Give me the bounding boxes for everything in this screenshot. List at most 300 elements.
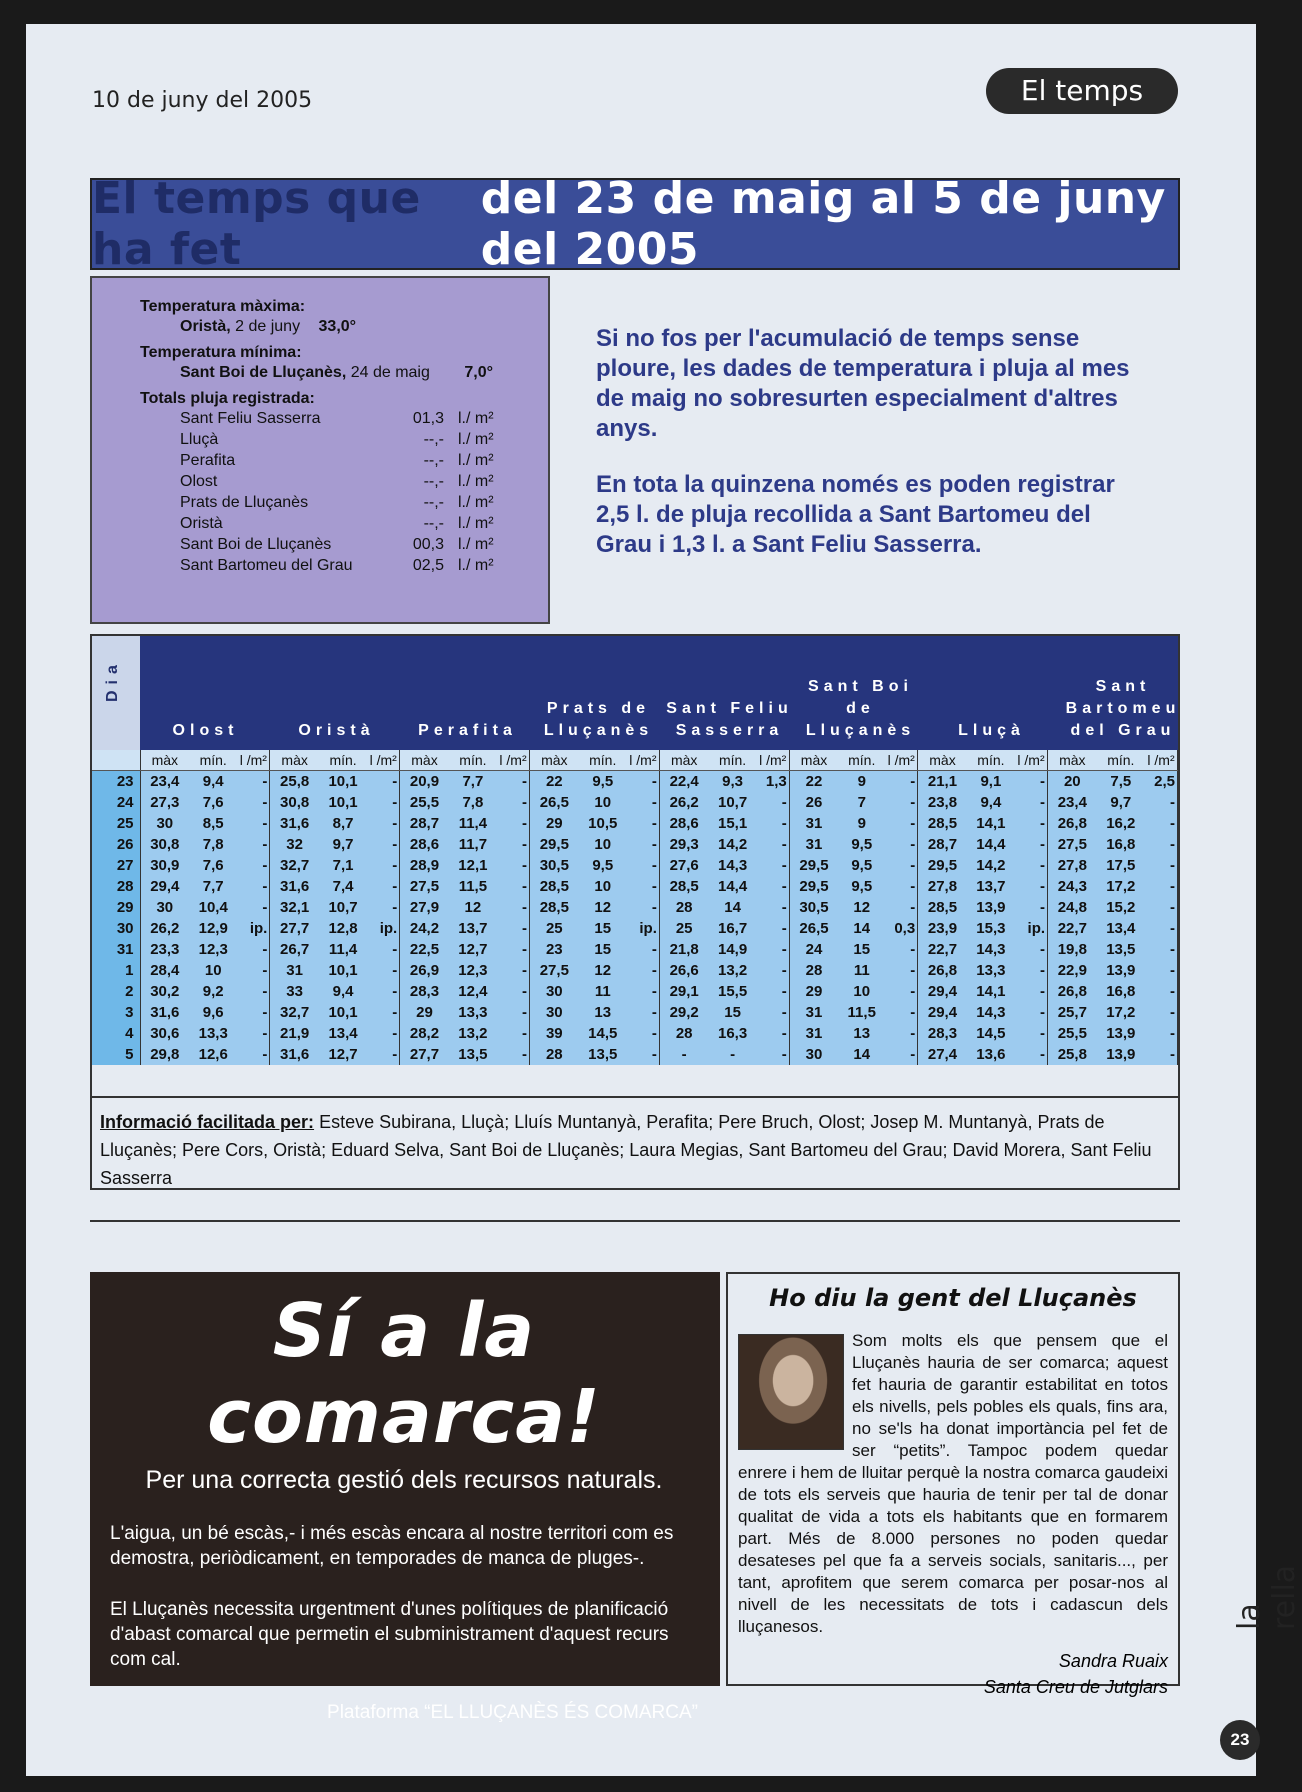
max-temp-cell: 29,5 [530, 834, 579, 855]
max-temp-cell: 31 [789, 834, 838, 855]
rain-cell: - [1015, 834, 1048, 855]
rain-cell: - [1145, 855, 1178, 876]
min-temp-cell: 14,3 [708, 855, 756, 876]
author-town: Santa Creu de Jutglars [983, 1677, 1168, 1697]
max-temp-cell: 26,9 [400, 960, 449, 981]
opinion-signature [738, 1648, 1168, 1700]
max-temp-cell: 28 [659, 897, 708, 918]
min-temp-cell: 14,1 [967, 813, 1015, 834]
author-photo [738, 1334, 844, 1450]
rain-unit: l./ m² [458, 452, 494, 469]
max-temp-cell: 29 [789, 981, 838, 1002]
column-subheader: màx [400, 750, 449, 771]
min-temp-cell: 13,5 [449, 1044, 497, 1065]
min-temp-cell: 8,5 [189, 813, 237, 834]
min-temp-cell: 9,7 [1097, 792, 1145, 813]
max-temp-cell: 29 [530, 813, 579, 834]
max-temp-cell: 28 [659, 1023, 708, 1044]
min-temp-cell: 13 [579, 1002, 627, 1023]
min-temp-cell: 13,4 [1097, 918, 1145, 939]
rain-cell: - [1145, 1044, 1178, 1065]
min-temp-cell: 8,7 [319, 813, 367, 834]
min-temp-cell: 15,1 [708, 813, 756, 834]
max-temp-cell: 26,8 [1048, 981, 1097, 1002]
rain-cell: - [757, 960, 790, 981]
min-temp-cell: 13,5 [1097, 939, 1145, 960]
rain-cell: - [885, 1002, 918, 1023]
rain-place: Olost [180, 473, 218, 490]
max-temp-cell: 25,8 [1048, 1044, 1097, 1065]
rain-cell: - [497, 1002, 530, 1023]
station-name-line: Sant Feliu [666, 700, 793, 717]
min-temp-cell: 14,2 [967, 855, 1015, 876]
column-subheader: mín. [449, 750, 497, 771]
max-temp-cell: 27,9 [400, 897, 449, 918]
min-temp-cell: 14,4 [708, 876, 756, 897]
rain-row [180, 513, 528, 534]
max-temp-cell: 28,3 [400, 981, 449, 1002]
rain-cell: - [627, 876, 660, 897]
newspaper-page [26, 24, 1302, 1776]
ad-paragraph-1: L'aigua, un bé escàs,- i més escàs encara al nostre territori com es demostra, periòdicament, en temporades de manca de pluges-. [110, 1523, 674, 1569]
max-temp-cell: 22,7 [918, 939, 967, 960]
max-temp-cell: 26,8 [918, 960, 967, 981]
credits-text: Esteve Subirana, Lluçà; Lluís Muntanyà, Perafita; Pere Bruch, Olost; Josep M. Muntanyà, Prats de Lluçanès; Pere Cors, Oristà; Eduard Selva, Sant Boi de Lluçanès; Laura Megias, Sant Bartomeu del Grau; David Morera, Sant Feliu Sasserra [100, 1112, 1152, 1188]
column-subheader: màx [530, 750, 579, 771]
column-subheader: l /m² [497, 750, 530, 771]
min-temp-cell: 11,5 [449, 876, 497, 897]
table-row [92, 1002, 1178, 1023]
rain-cell: - [885, 792, 918, 813]
max-temp-cell: 28,3 [918, 1023, 967, 1044]
rain-cell: - [497, 918, 530, 939]
min-temp-cell: 14,9 [708, 939, 756, 960]
max-temp-cell: 30 [530, 1002, 579, 1023]
min-temp-cell: 14,5 [967, 1023, 1015, 1044]
rain-cell: - [237, 1023, 270, 1044]
max-temp-cell: 25,5 [1048, 1023, 1097, 1044]
section-badge: El temps [986, 68, 1178, 114]
table-row [92, 792, 1178, 813]
station-name-line: Bartomeu [1065, 700, 1181, 717]
max-temp-cell: 25,7 [1048, 1002, 1097, 1023]
rain-cell: - [497, 960, 530, 981]
rain-cell: - [367, 1044, 400, 1065]
rain-cell: - [757, 1002, 790, 1023]
rain-cell: - [1015, 771, 1048, 793]
min-temp-cell: 11,7 [449, 834, 497, 855]
rain-cell: - [627, 792, 660, 813]
rain-value: 01,3 [412, 410, 444, 427]
rain-cell: - [367, 960, 400, 981]
min-temp-cell: 9,5 [579, 855, 627, 876]
max-temp-cell: 29,2 [659, 1002, 708, 1023]
min-temp-cell: 11 [838, 960, 885, 981]
rain-cell: 2,5 [1145, 771, 1178, 793]
max-temp-cell: 31,6 [270, 1044, 319, 1065]
min-temp-cell: 9,4 [967, 792, 1015, 813]
station-name-line: Lluçanès [543, 722, 654, 739]
day-cell: 28 [92, 876, 140, 897]
min-temp-cell: 13,4 [319, 1023, 367, 1044]
rain-place: Perafita [180, 452, 236, 469]
station-name-line: Oristà [298, 722, 375, 739]
column-subheader: màx [140, 750, 189, 771]
column-subheader: mín. [189, 750, 237, 771]
rain-cell: - [237, 813, 270, 834]
rain-value: --,- [423, 431, 444, 448]
rain-cell: - [497, 897, 530, 918]
rain-row [180, 492, 528, 513]
column-subheader: mín. [967, 750, 1015, 771]
rain-cell: - [757, 939, 790, 960]
min-temp-cell: 10 [838, 981, 885, 1002]
banner-title-part2: del 23 de maig al 5 de juny del 2005 [480, 173, 1166, 275]
column-subheader: mín. [579, 750, 627, 771]
rain-cell: - [627, 1044, 660, 1065]
min-temp-cell: 15 [838, 939, 885, 960]
min-temp-cell: 11,4 [319, 939, 367, 960]
min-temp-cell: 7,4 [319, 876, 367, 897]
max-temp-cell: 39 [530, 1023, 579, 1044]
max-temp-cell: 20,9 [400, 771, 449, 793]
min-temp-cell: 10 [579, 792, 627, 813]
max-temp-cell: 27,4 [918, 1044, 967, 1065]
rain-cell: - [237, 771, 270, 793]
rain-cell: - [885, 897, 918, 918]
max-temp-cell: 33 [270, 981, 319, 1002]
station-name-line: Perafita [418, 722, 517, 739]
column-subheader: l /m² [1015, 750, 1048, 771]
rain-cell: - [367, 771, 400, 793]
credits [90, 1098, 1180, 1190]
column-subheader: l /m² [757, 750, 790, 771]
max-temp-cell: 29,5 [918, 855, 967, 876]
station-header [140, 720, 271, 742]
max-temp-cell: 28,6 [400, 834, 449, 855]
rain-value: 00,3 [412, 536, 444, 553]
rain-cell: - [627, 813, 660, 834]
min-temp-cell: - [708, 1044, 756, 1065]
rain-cell: ip. [367, 918, 400, 939]
rain-cell: - [497, 792, 530, 813]
min-temp-cell: 9,5 [579, 771, 627, 793]
max-temp-cell: 28,7 [918, 834, 967, 855]
rain-cell: - [627, 981, 660, 1002]
max-temp-cell: 30,6 [140, 1023, 189, 1044]
rain-cell: - [1145, 897, 1178, 918]
rain-value: --,- [423, 494, 444, 511]
station-name-line: Sant Boi de [808, 678, 913, 717]
rain-cell: - [757, 897, 790, 918]
rain-cell: - [1015, 876, 1048, 897]
rain-place: Sant Boi de Lluçanès [180, 536, 332, 553]
max-temp-cell: 26,8 [1048, 813, 1097, 834]
ad-subtitle: Per una correcta gestió dels recursos naturals. [145, 1466, 663, 1494]
weather-banner [90, 173, 1180, 275]
ad-title: Sí a la comarca! [207, 1288, 601, 1460]
rain-cell: - [885, 834, 918, 855]
max-temp-cell: 30 [789, 1044, 838, 1065]
min-temp-cell: 7,5 [1097, 771, 1145, 793]
rain-cell: 1,3 [757, 771, 790, 793]
author-name: Sandra Ruaix [1058, 1651, 1168, 1671]
station-header [664, 698, 795, 742]
ad-paragraph-2: El Lluçanès necessita urgentment d'unes polítiques de planificació d'abast comarcal que permetin el subministrament d'aquest recurs com cal. [110, 1599, 669, 1670]
rain-cell: - [757, 792, 790, 813]
rain-cell: - [367, 1023, 400, 1044]
max-temp-cell: 31,6 [140, 1002, 189, 1023]
min-temp-label: Temperatura mínima: [140, 344, 302, 361]
max-temp-cell: 25 [659, 918, 708, 939]
min-temp-cell: 15,2 [1097, 897, 1145, 918]
rain-cell: - [367, 1002, 400, 1023]
rain-cell: - [1015, 981, 1048, 1002]
rain-cell: - [885, 939, 918, 960]
min-temp-cell: 16,2 [1097, 813, 1145, 834]
min-temp-cell: 13,3 [449, 1002, 497, 1023]
max-temp-cell: 30,5 [789, 897, 838, 918]
max-temp-cell: 19,8 [1048, 939, 1097, 960]
rain-cell: - [367, 855, 400, 876]
min-temp-cell: 13,9 [1097, 1023, 1145, 1044]
rain-place: Sant Feliu Sasserra [180, 410, 321, 427]
station-name-line: Lluçà [958, 722, 1025, 739]
min-temp-cell: 10,4 [189, 897, 237, 918]
max-temp-cell: - [659, 1044, 708, 1065]
rain-cell: - [497, 939, 530, 960]
max-temp-cell: 23,9 [918, 918, 967, 939]
max-temp-cell: 27,8 [1048, 855, 1097, 876]
column-subheader: mín. [1097, 750, 1145, 771]
rain-totals-list [140, 408, 528, 576]
max-temp-cell: 22,5 [400, 939, 449, 960]
banner-title-part1: El temps que ha fet [92, 173, 421, 275]
rain-cell: - [237, 981, 270, 1002]
min-temp-cell: 15 [708, 1002, 756, 1023]
day-cell: 26 [92, 834, 140, 855]
min-temp-cell: 9 [838, 813, 885, 834]
min-temp-cell: 13,2 [449, 1023, 497, 1044]
min-temp-cell: 10 [579, 834, 627, 855]
rain-cell: - [627, 1023, 660, 1044]
rain-cell: - [1015, 939, 1048, 960]
rain-cell: - [885, 876, 918, 897]
table-row [92, 981, 1178, 1002]
rain-cell: - [1145, 918, 1178, 939]
min-temp-cell: 13,2 [708, 960, 756, 981]
min-temp-cell: 13,9 [967, 897, 1015, 918]
rain-cell: - [885, 1023, 918, 1044]
max-temp-cell: 28,5 [530, 876, 579, 897]
max-temp-cell: 29,1 [659, 981, 708, 1002]
rain-cell: - [757, 834, 790, 855]
max-temp-cell: 31 [789, 813, 838, 834]
column-subheader: mín. [708, 750, 756, 771]
max-temp-cell: 23,3 [140, 939, 189, 960]
max-temp-cell: 26,5 [530, 792, 579, 813]
min-temp-cell: 7,6 [189, 792, 237, 813]
rain-unit: l./ m² [458, 431, 494, 448]
rain-cell: - [627, 939, 660, 960]
station-header-row [140, 636, 1181, 750]
rain-value: --,- [423, 452, 444, 469]
min-temp-cell: 14 [708, 897, 756, 918]
min-temp-cell: 10 [579, 876, 627, 897]
comarca-ad [90, 1272, 720, 1723]
max-temp-cell: 21,8 [659, 939, 708, 960]
min-temp-cell: 12,4 [449, 981, 497, 1002]
max-temp-cell: 30,5 [530, 855, 579, 876]
min-temp-cell: 9,5 [838, 855, 885, 876]
min-temp-cell: 9,5 [838, 876, 885, 897]
column-subheader: l /m² [237, 750, 270, 771]
day-cell: 4 [92, 1023, 140, 1044]
rain-cell: - [1015, 960, 1048, 981]
credits-label: Informació facilitada per: [100, 1112, 315, 1132]
rain-cell: - [885, 771, 918, 793]
min-temp-cell: 15 [579, 918, 627, 939]
min-temp-cell: 13,9 [1097, 960, 1145, 981]
min-temp-cell: 10,1 [319, 1002, 367, 1023]
max-temp-cell: 22,7 [1048, 918, 1097, 939]
max-temp-cell: 24,3 [1048, 876, 1097, 897]
min-temp-cell: 14,3 [967, 939, 1015, 960]
rain-unit: l./ m² [458, 473, 494, 490]
min-temp-cell: 13,3 [189, 1023, 237, 1044]
rain-cell: - [757, 855, 790, 876]
rain-cell: - [367, 834, 400, 855]
min-temp-cell: 9,6 [189, 1002, 237, 1023]
min-temp-cell: 16,7 [708, 918, 756, 939]
rain-cell: - [885, 1044, 918, 1065]
min-temp-cell: 12 [579, 897, 627, 918]
opinion-body-wrap [738, 1330, 1168, 1638]
min-temp-cell: 10,1 [319, 771, 367, 793]
day-cell: 1 [92, 960, 140, 981]
rain-unit: l./ m² [458, 515, 494, 532]
rain-cell: - [1145, 960, 1178, 981]
max-temp-cell: 29,4 [140, 876, 189, 897]
table-row [92, 813, 1178, 834]
rain-cell: - [237, 792, 270, 813]
rain-cell: - [497, 813, 530, 834]
rain-cell: - [757, 1023, 790, 1044]
rain-cell: - [497, 1023, 530, 1044]
max-temp-cell: 30 [140, 897, 189, 918]
max-temp-cell: 27,3 [140, 792, 189, 813]
min-temp-place: Sant Boi de Lluçanès, [180, 364, 347, 381]
max-temp-cell: 30,8 [270, 792, 319, 813]
station-header [533, 698, 664, 742]
day-cell: 2 [92, 981, 140, 1002]
day-header-cell [92, 636, 141, 750]
max-temp-cell: 31,6 [270, 876, 319, 897]
table-row [92, 876, 1178, 897]
min-temp-cell: 15,3 [967, 918, 1015, 939]
day-subheader [92, 750, 140, 771]
min-temp-cell: 13,7 [967, 876, 1015, 897]
rain-cell: - [1145, 876, 1178, 897]
max-temp-cell: 26 [789, 792, 838, 813]
min-temp-cell: 16,3 [708, 1023, 756, 1044]
min-temp-cell: 15,5 [708, 981, 756, 1002]
opinion-title: Ho diu la gent del Lluçanès [769, 1284, 1137, 1312]
weather-data-table [92, 750, 1178, 1065]
max-temp-cell: 27,5 [530, 960, 579, 981]
opinion-box [726, 1272, 1180, 1697]
rain-cell: - [237, 876, 270, 897]
rain-row [180, 471, 528, 492]
min-temp-cell: 12,7 [449, 939, 497, 960]
max-temp-cell: 23,8 [918, 792, 967, 813]
rain-place: Sant Bartomeu del Grau [180, 557, 353, 574]
weather-table [90, 634, 1180, 1098]
rain-cell: - [367, 792, 400, 813]
rain-cell: - [367, 813, 400, 834]
station-name-line: del Grau [1070, 722, 1176, 739]
min-temp-cell: 7,7 [449, 771, 497, 793]
max-temp-cell: 28,5 [918, 813, 967, 834]
max-temp-cell: 21,9 [270, 1023, 319, 1044]
min-temp-cell: 12,9 [189, 918, 237, 939]
page-number: 23 [1220, 1720, 1260, 1760]
rain-cell: - [1015, 855, 1048, 876]
magazine-brand: la rella [1232, 1564, 1302, 1630]
min-temp-cell: 10,5 [579, 813, 627, 834]
rain-cell: - [757, 981, 790, 1002]
day-cell: 24 [92, 792, 140, 813]
rain-cell: - [627, 1002, 660, 1023]
rain-value: --,- [423, 473, 444, 490]
table-row [92, 960, 1178, 981]
day-cell: 30 [92, 918, 140, 939]
table-row [92, 855, 1178, 876]
min-temp-cell: 12,7 [319, 1044, 367, 1065]
max-temp-cell: 31 [789, 1023, 838, 1044]
intro-paragraph-2: En tota la quinzena només es poden registrar 2,5 l. de pluja recollida a Sant Bartomeu del Grau i 1,3 l. a Sant Feliu Sasserra. [596, 471, 1115, 558]
max-temp-cell: 27,6 [659, 855, 708, 876]
rain-cell: - [237, 897, 270, 918]
intro-paragraph-1: Si no fos per l'acumulació de temps sense ploure, les dades de temperatura i pluja al mes de maig no sobresurten especialment d'altres anys. [596, 325, 1130, 442]
min-temp-cell: 9,7 [319, 834, 367, 855]
max-temp-cell: 30 [140, 813, 189, 834]
rain-cell: - [237, 1002, 270, 1023]
min-temp-cell: 10,7 [708, 792, 756, 813]
rain-cell: - [497, 981, 530, 1002]
rain-cell: - [1145, 939, 1178, 960]
max-temp-cell: 28 [530, 1044, 579, 1065]
max-temp-cell: 23,4 [140, 771, 189, 793]
rain-value: --,- [423, 515, 444, 532]
min-temp-cell: 13 [838, 1023, 885, 1044]
station-header [926, 720, 1057, 742]
column-subheader: l /m² [627, 750, 660, 771]
rain-row [180, 450, 528, 471]
table-row [92, 897, 1178, 918]
station-header [402, 720, 533, 742]
max-temp-cell: 32 [270, 834, 319, 855]
min-temp-cell: 13,3 [967, 960, 1015, 981]
rain-cell: - [885, 813, 918, 834]
max-temp-cell: 21,1 [918, 771, 967, 793]
min-temp-cell: 7,7 [189, 876, 237, 897]
table-row [92, 771, 1178, 793]
rain-cell: - [367, 939, 400, 960]
max-temp-cell: 29,8 [140, 1044, 189, 1065]
column-subheader: màx [918, 750, 967, 771]
rain-cell: - [1015, 813, 1048, 834]
